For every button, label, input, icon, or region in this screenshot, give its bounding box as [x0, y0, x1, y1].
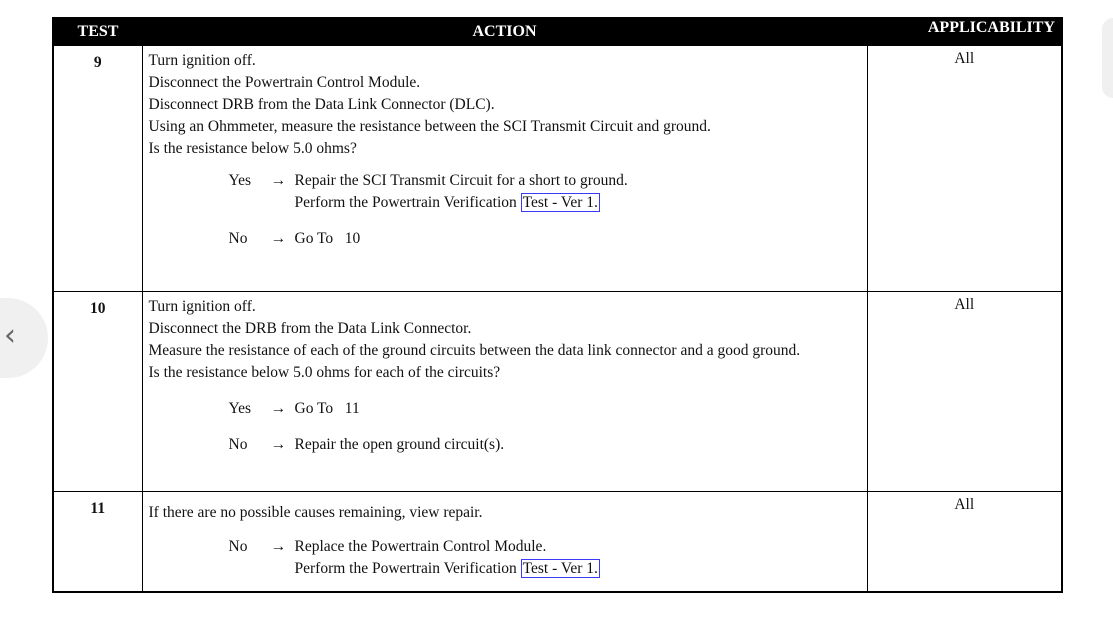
- action-line: Disconnect DRB from the Data Link Connector (DLC).: [148, 96, 495, 113]
- response-label: No: [228, 230, 248, 247]
- arrow-icon: →: [270, 400, 287, 417]
- table-row: [53, 292, 1062, 492]
- response-text: Perform the Powertrain Verification: [294, 560, 517, 577]
- response-label: No: [228, 436, 248, 453]
- previous-page-button[interactable]: [0, 298, 48, 378]
- response-label: Yes: [228, 400, 252, 417]
- response-text: Repair the SCI Transmit Circuit for a short to ground.: [294, 172, 628, 189]
- yes-response: [229, 398, 861, 420]
- no-response: [229, 228, 861, 250]
- action-line: Is the resistance below 5.0 ohms for each of the circuits?: [148, 364, 501, 381]
- diagnostic-test-table: [52, 17, 1063, 593]
- arrow-icon: →: [270, 538, 287, 555]
- action-cell: [142, 292, 867, 492]
- action-cell: [142, 46, 867, 292]
- arrow-icon: →: [270, 436, 287, 453]
- action-line: Turn ignition off.: [148, 298, 256, 315]
- action-line: Using an Ohmmeter, measure the resistance between the SCI Transmit Circuit and ground.: [148, 118, 711, 135]
- header-test: TEST: [53, 18, 142, 46]
- action-line: Is the resistance below 5.0 ohms?: [148, 140, 357, 157]
- go-to-10-link[interactable]: Go To 10: [294, 230, 361, 247]
- table-row: [53, 46, 1062, 292]
- arrow-icon: →: [270, 230, 287, 247]
- test-number: 9: [53, 46, 142, 292]
- applicability-value: All: [867, 292, 1062, 492]
- response-text: Replace the Powertrain Control Module.: [294, 538, 547, 555]
- no-response: [229, 434, 861, 456]
- applicability-value: All: [867, 492, 1062, 592]
- table-row: [53, 492, 1062, 592]
- go-to-11-link[interactable]: Go To 11: [294, 400, 360, 417]
- response-text: Repair the open ground circuit(s).: [294, 436, 505, 453]
- test-ver-1-link[interactable]: Test - Ver 1.: [522, 194, 598, 211]
- action-line: Measure the resistance of each of the ground circuits between the data link connector and a good ground.: [148, 342, 801, 359]
- header-applicability: APPLICABILITY: [867, 18, 1062, 46]
- response-label: Yes: [228, 172, 252, 189]
- header-action: ACTION: [142, 18, 867, 46]
- action-line: Disconnect the Powertrain Control Module.: [148, 74, 421, 91]
- chevron-left-icon: ‹: [4, 318, 16, 353]
- test-ver-1-link[interactable]: Test - Ver 1.: [522, 560, 598, 577]
- action-line: Disconnect the DRB from the Data Link Connector.: [148, 320, 472, 337]
- table-header: [53, 18, 1062, 46]
- action-cell: [142, 492, 867, 592]
- test-number: 11: [53, 492, 142, 592]
- test-number: 10: [53, 292, 142, 492]
- response-text: Perform the Powertrain Verification: [294, 194, 517, 211]
- next-page-button[interactable]: [1102, 18, 1113, 98]
- applicability-value: All: [867, 46, 1062, 292]
- action-line: If there are no possible causes remaining, view repair.: [148, 504, 483, 521]
- response-label: No: [228, 538, 248, 555]
- yes-response: [229, 170, 861, 214]
- no-response: [229, 536, 861, 580]
- action-line: Turn ignition off.: [148, 52, 256, 69]
- arrow-icon: →: [270, 172, 287, 189]
